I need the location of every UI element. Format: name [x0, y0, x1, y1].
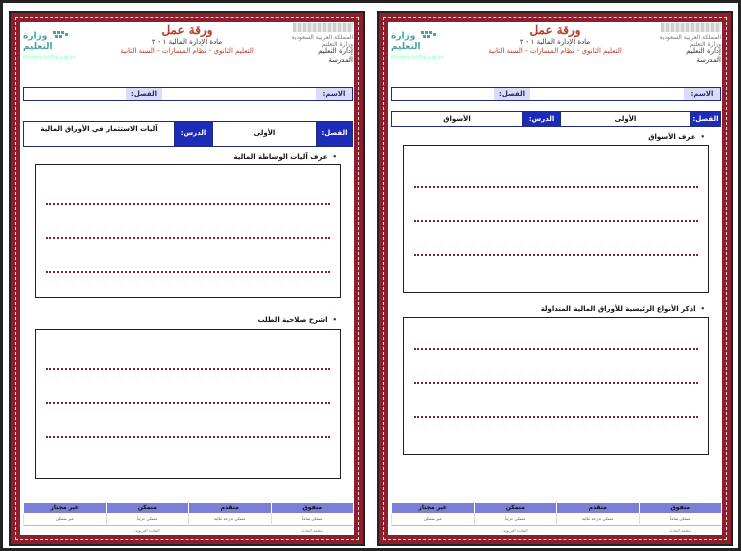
lesson-info-table	[23, 121, 353, 147]
level-proficient: متمكن	[474, 503, 557, 513]
moe-logo-icon	[53, 31, 69, 41]
answer-box-1[interactable]	[35, 164, 341, 298]
level-advanced: متقدم	[556, 503, 639, 513]
answer-line	[414, 254, 698, 256]
answer-line	[46, 402, 330, 404]
management-label: إدارة التعليم المدرسة	[686, 47, 721, 64]
leader-signature: القائدة التربوية:	[501, 528, 528, 533]
class-label: الفصل:	[494, 88, 530, 100]
subject-line: مادة الإدارة المالية ١ - ٢	[151, 38, 223, 46]
lesson-info-table	[391, 111, 721, 127]
name-bar	[391, 87, 721, 101]
criteria-3: متمكن جزئياً	[474, 514, 557, 524]
worksheet-title: ورقة عمل	[529, 23, 581, 37]
question-1: •عرف آليات الوساطة المالية	[233, 153, 337, 161]
level-excellent: متفوق	[271, 503, 354, 513]
term-label: الفصل:	[316, 122, 352, 146]
kingdom-emblem: المملكة العربية السعودية وزارة التعليم	[289, 23, 353, 48]
answer-box-2[interactable]	[403, 317, 709, 455]
criteria-2: متمكن بدرجة عالية	[188, 514, 271, 524]
answer-line	[46, 271, 330, 273]
answer-line	[46, 203, 330, 205]
term-value: الأولى	[212, 122, 316, 146]
criteria-4: غير متمكن	[23, 514, 106, 524]
answer-line	[414, 416, 698, 418]
lesson-value: الأسواق	[443, 115, 471, 123]
answer-line	[414, 220, 698, 222]
criteria-1: متمكن تماماً	[639, 514, 722, 524]
lesson-value: آليات الاستثمار في الأوراق المالية	[40, 125, 158, 133]
assessment-footer	[391, 503, 721, 535]
criteria-2: متمكن بدرجة عالية	[556, 514, 639, 524]
name-bar	[23, 87, 353, 101]
kingdom-emblem: المملكة العربية السعودية وزارة التعليم	[657, 23, 721, 48]
worksheet-header	[23, 23, 353, 83]
class-label: الفصل:	[126, 88, 162, 100]
answer-box-1[interactable]	[403, 145, 709, 293]
name-label: الاسم:	[684, 88, 720, 100]
level-not-passed: غير مجتاز	[391, 503, 474, 513]
answer-line	[46, 368, 330, 370]
management-label: إدارة التعليم المدرسة	[318, 47, 353, 64]
answer-line	[414, 348, 698, 350]
moe-logo: وزارة التعليم Ministry of Education	[23, 31, 76, 61]
level-excellent: متفوق	[639, 503, 722, 513]
assessment-footer	[23, 503, 353, 535]
lesson-label: الدرس:	[522, 112, 560, 126]
worksheet-right	[377, 11, 733, 546]
criteria-1: متمكن تماماً	[271, 514, 354, 524]
level-proficient: متمكن	[106, 503, 189, 513]
answer-line	[414, 382, 698, 384]
level-advanced: متقدم	[188, 503, 271, 513]
path-line: التعليم الثانوي - نظام المسارات - السنة الثانية	[488, 47, 622, 55]
subject-line: مادة الإدارة المالية ١ - ٢	[519, 38, 591, 46]
worksheet-left	[9, 11, 365, 546]
level-not-passed: غير مجتاز	[23, 503, 106, 513]
question-2: •اشرح صلاحية الطلب	[257, 316, 337, 324]
title-block	[461, 23, 649, 55]
criteria-3: متمكن جزئياً	[106, 514, 189, 524]
answer-line	[46, 436, 330, 438]
teacher-signature: معلمة المادة:	[668, 528, 691, 533]
term-label: الفصل:	[690, 112, 720, 126]
term-value: الأولى	[560, 112, 690, 126]
name-label: الاسم:	[316, 88, 352, 100]
question-1: •عرف الأسواق	[648, 133, 705, 141]
path-line: التعليم الثانوي - نظام المسارات - السنة الثانية	[120, 47, 254, 55]
criteria-4: غير متمكن	[391, 514, 474, 524]
answer-line	[414, 186, 698, 188]
question-2: •اذكر الأنواع الرئيسية للأوراق المالية المتداولة	[540, 305, 705, 313]
worksheet-title: ورقة عمل	[161, 23, 213, 37]
title-block	[93, 23, 281, 55]
leader-signature: القائدة التربوية:	[133, 528, 160, 533]
teacher-signature: معلمة المادة:	[300, 528, 323, 533]
moe-logo: وزارة التعليم Ministry of Education	[391, 31, 444, 61]
answer-box-2[interactable]	[35, 329, 341, 479]
answer-line	[46, 237, 330, 239]
moe-logo-icon	[421, 31, 437, 41]
worksheet-header	[391, 23, 721, 83]
lesson-label: الدرس:	[174, 122, 212, 146]
